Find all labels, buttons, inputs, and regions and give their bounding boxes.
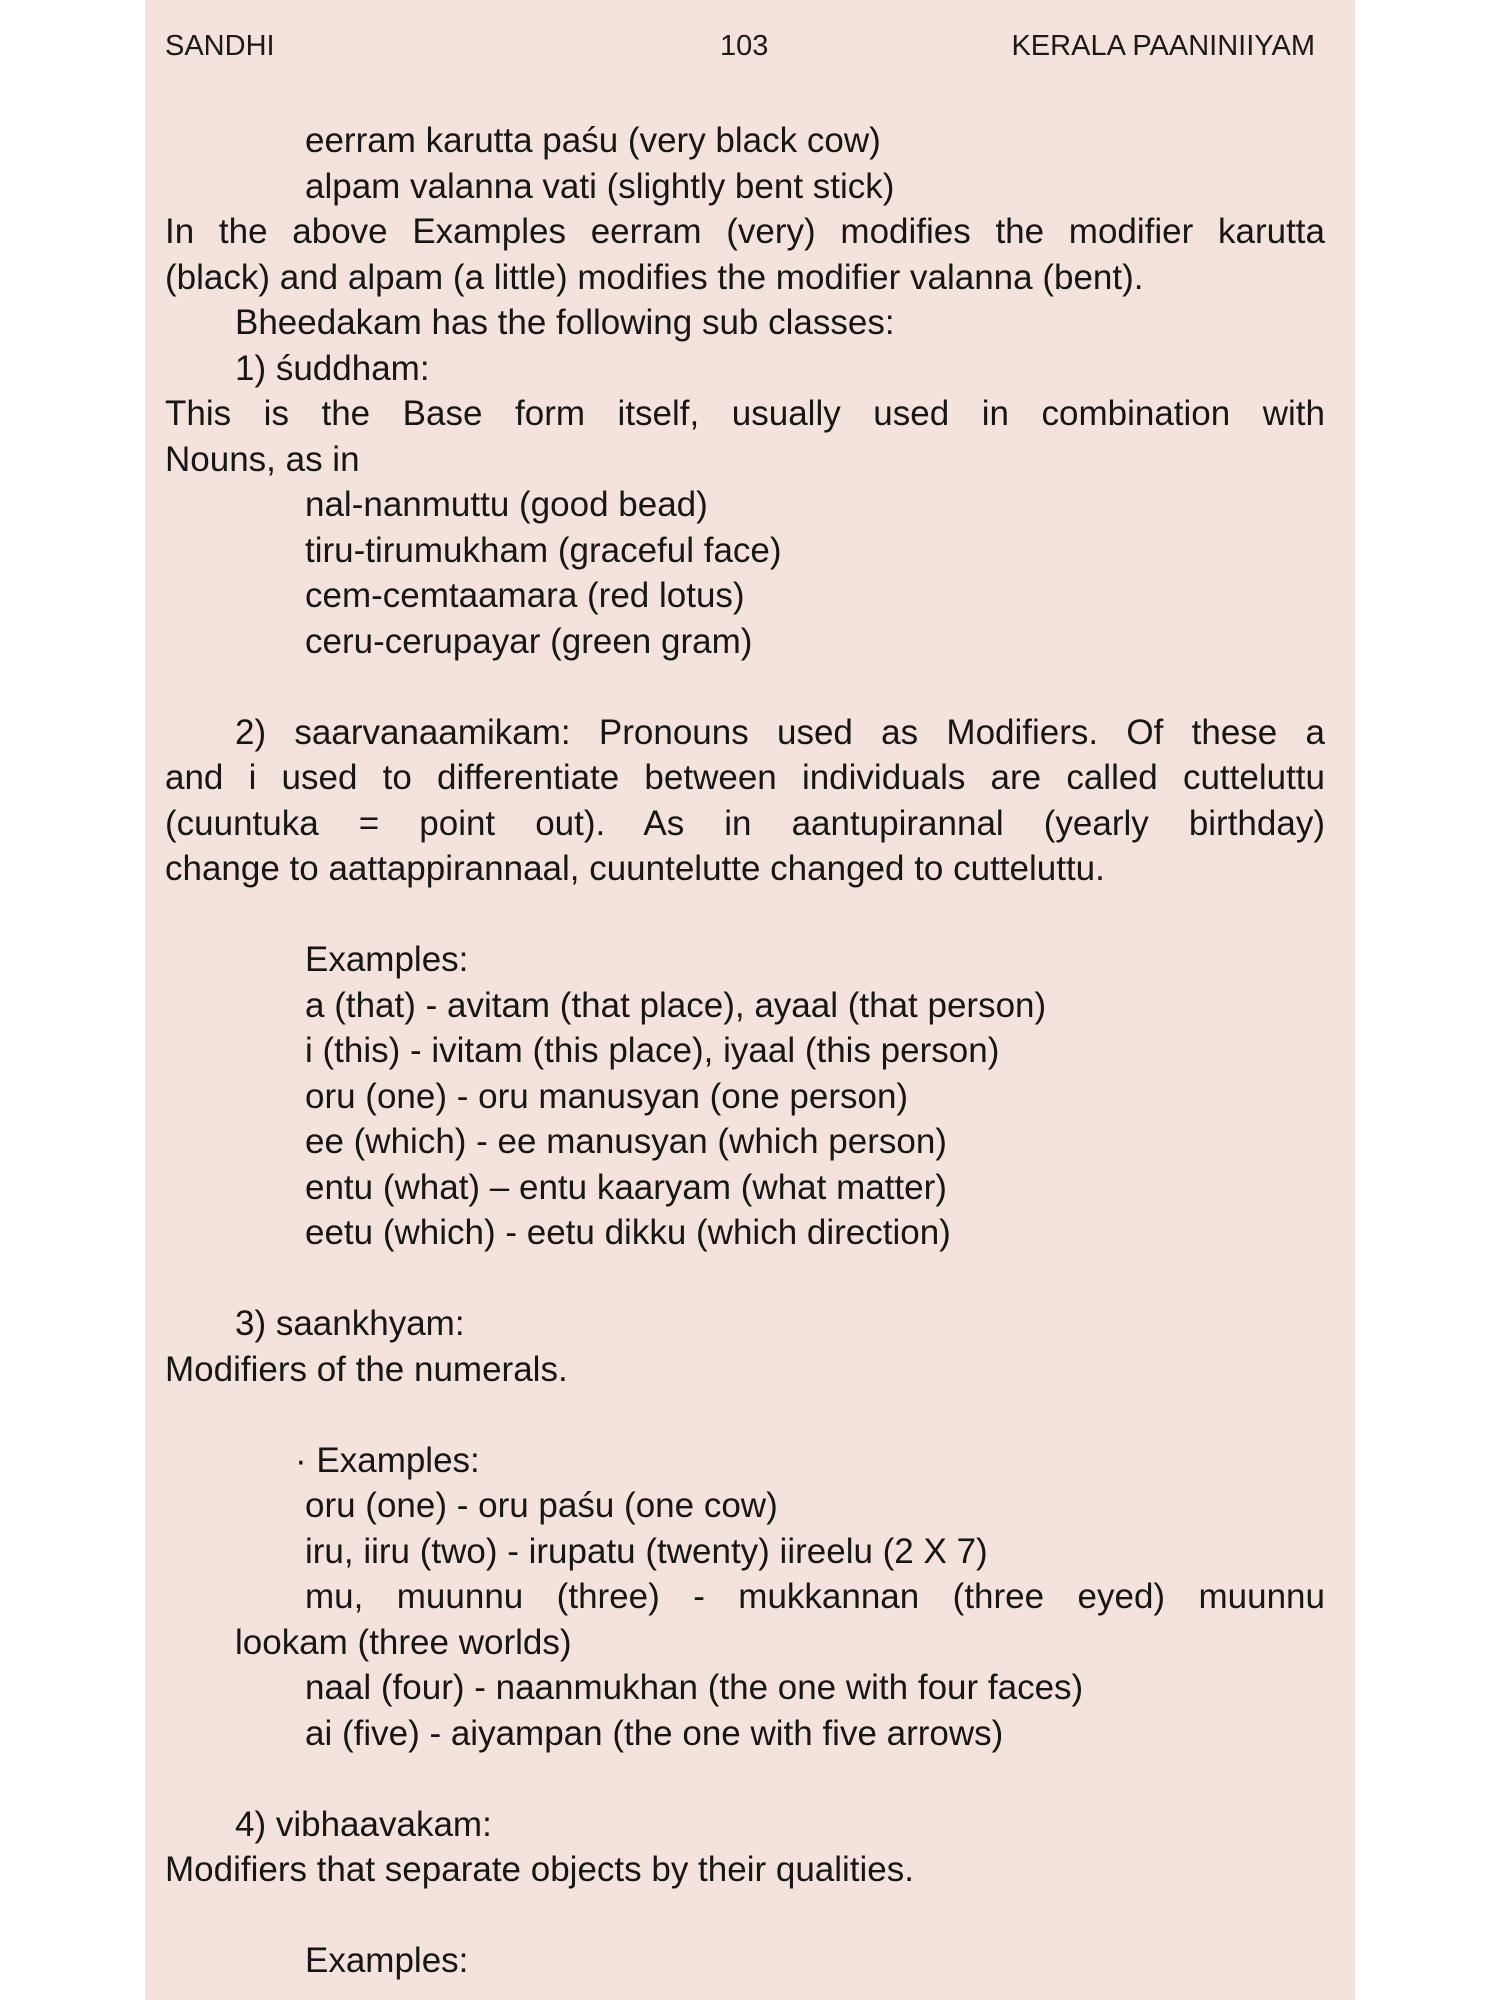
text-line: Modifiers of the numerals.	[165, 1349, 568, 1389]
text-line: 1) śuddham:	[235, 348, 430, 388]
text-line: tiru-tirumukham (graceful face)	[305, 530, 782, 570]
text-line: oru (one) - oru paśu (one cow)	[305, 1486, 778, 1525]
text-line: mu, muunnu (three) - mukkannan (three eyed) muunnu	[305, 1577, 1325, 1616]
text-line: naal (four) - naanmukhan (the one with four faces)	[305, 1668, 1084, 1707]
text-line: lookam (three worlds)	[235, 1622, 572, 1662]
text-line: Bheedakam has the following sub classes:	[235, 303, 895, 342]
text-line: and i used to differentiate between individuals are called cutteluttu	[165, 758, 1325, 797]
page-number: 103	[720, 30, 769, 62]
text-line: cem-cemtaamara (red lotus)	[305, 576, 745, 615]
blank-line	[165, 1392, 1325, 1438]
text-line: iru, iiru (two) - irupatu (twenty) iireelu (2 X 7)	[305, 1531, 988, 1571]
text-line: eerram karutta paśu (very black cow)	[305, 121, 881, 160]
text-line: (cuuntuka = point out). As in aantupirannal (yearly birthday)	[165, 803, 1325, 843]
header-section-title: SANDHI	[165, 30, 275, 62]
text-line: Modifiers that separate objects by their qualities.	[165, 1850, 914, 1889]
text-line: i (this) - ivitam (this place), iyaal (this person)	[305, 1031, 1000, 1070]
blank-line	[165, 1256, 1325, 1302]
text-line: nal-nanmuttu (good bead)	[305, 485, 708, 524]
text-line: oru (one) - oru manusyan (one person)	[305, 1076, 909, 1116]
book-page	[145, 0, 1355, 2000]
text-line: a (that) - avitam (that place), ayaal (that person)	[305, 985, 1047, 1025]
text-line: ee (which) - ee manusyan (which person)	[305, 1122, 947, 1161]
text-line: ceru-cerupayar (green gram)	[305, 621, 753, 661]
text-line: Examples:	[305, 1941, 469, 1980]
text-line: Nouns, as in	[165, 439, 360, 479]
text-line: change to aattappirannaal, cuuntelutte changed to cutteluttu.	[165, 849, 1105, 888]
blank-line	[165, 1756, 1325, 1802]
text-line: 3) saankhyam:	[235, 1304, 465, 1343]
text-line: 4) vibhaavakam:	[235, 1804, 492, 1844]
text-line: This is the Base form itself, usually used in combination with	[165, 394, 1325, 433]
page-body	[165, 118, 1325, 1984]
text-line: Examples:	[305, 940, 469, 979]
blank-line	[165, 1893, 1325, 1939]
text-line: eetu (which) - eetu dikku (which direction)	[305, 1213, 951, 1252]
text-line: 2) saarvanaamikam: Pronouns used as Modifiers. Of these a	[235, 712, 1325, 752]
text-line: · Examples:	[295, 1440, 480, 1480]
header-book-title: KERALA PAANINIIYAM	[1011, 30, 1315, 62]
blank-line	[165, 664, 1325, 710]
text-line: alpam valanna vati (slightly bent stick)	[305, 166, 895, 206]
text-line: (black) and alpam (a little) modifies the modifier valanna (bent).	[165, 257, 1144, 297]
text-line: In the above Examples eerram (very) modifies the modifier karutta	[165, 212, 1325, 251]
blank-line	[165, 892, 1325, 938]
text-line: ai (five) - aiyampan (the one with five arrows)	[305, 1713, 1004, 1753]
running-header	[165, 30, 1315, 70]
text-line: entu (what) – entu kaaryam (what matter)	[305, 1167, 947, 1207]
